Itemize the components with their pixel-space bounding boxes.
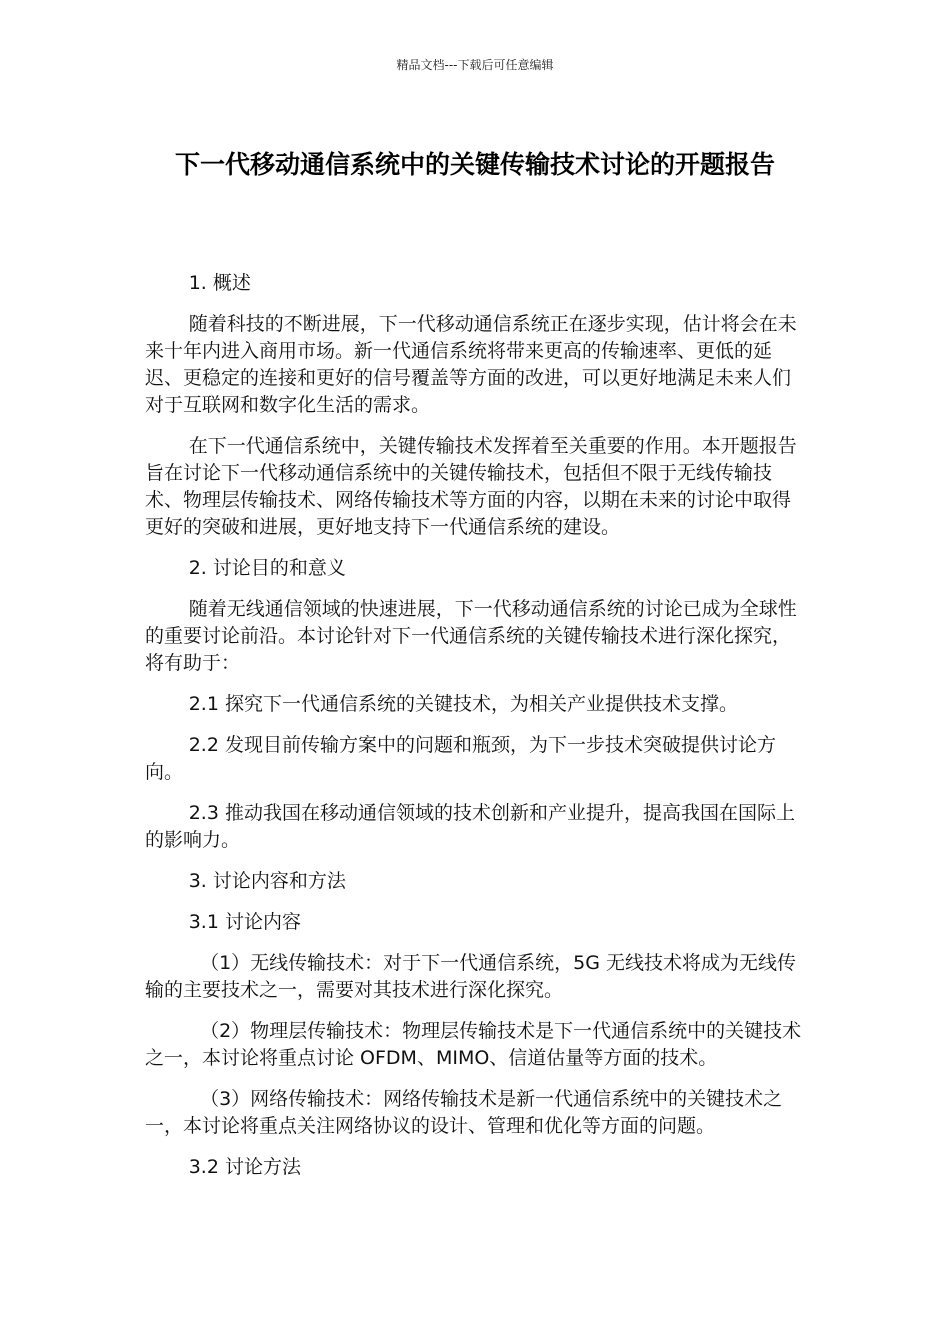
header-note: 精品文档---下载后可任意编辑 — [396, 58, 554, 72]
section-heading-overview: 1. 概述 — [188, 272, 251, 294]
subsection-heading-method: 3.2 讨论方法 — [188, 1156, 301, 1178]
document-title: 下一代移动通信系统中的关键传输技术讨论的开题报告 — [174, 150, 775, 179]
list-item: （2）物理层传输技术：物理层传输技术是下一代通信系统中的关键技术之一，本讨论将重点讨论 OFDM、MIMO、信道估量等方面的技术。 — [145, 1020, 802, 1069]
list-item: 2.1 探究下一代通信系统的关键技术，为相关产业提供技术支撑。 — [188, 693, 738, 715]
section-heading-content-method: 3. 讨论内容和方法 — [188, 870, 346, 892]
list-item: 2.2 发现目前传输方案中的问题和瓶颈，为下一步技术突破提供讨论方向。 — [145, 734, 776, 783]
paragraph: 在下一代通信系统中，关键传输技术发挥着至关重要的作用。本开题报告旨在讨论下一代移动通信系统中的关键传输技术，包括但不限于无线传输技术、物理层传输技术、网络传输技术等方面的内容，以期在未来的讨论中取得更好的突破和进展，更好地支持下一代通信系统的建设。 — [145, 435, 797, 538]
list-item: （3）网络传输技术：网络传输技术是新一代通信系统中的关键技术之一，本讨论将重点关注网络协议的设计、管理和优化等方面的问题。 — [145, 1088, 783, 1137]
document-body — [145, 270, 807, 1195]
paragraph: 随着科技的不断进展，下一代移动通信系统正在逐步实现，估计将会在未来十年内进入商用市场。新一代通信系统将带来更高的传输速率、更低的延迟、更稳定的连接和更好的信号覆盖等方面的改进，可以更好地满足未来人们对于互联网和数字化生活的需求。 — [145, 313, 797, 416]
section-heading-purpose: 2. 讨论目的和意义 — [188, 557, 346, 579]
subsection-heading-content: 3.1 讨论内容 — [188, 911, 301, 933]
list-item: 2.3 推动我国在移动通信领域的技术创新和产业提升，提高我国在国际上的影响力。 — [145, 802, 795, 851]
list-item: （1）无线传输技术：对于下一代通信系统，5G 无线技术将成为无线传输的主要技术之一，需要对其技术进行深化探究。 — [145, 952, 797, 1001]
paragraph: 随着无线通信领域的快速进展，下一代移动通信系统的讨论已成为全球性的重要讨论前沿。本讨论针对下一代通信系统的关键传输技术进行深化探究，将有助于： — [145, 598, 797, 674]
